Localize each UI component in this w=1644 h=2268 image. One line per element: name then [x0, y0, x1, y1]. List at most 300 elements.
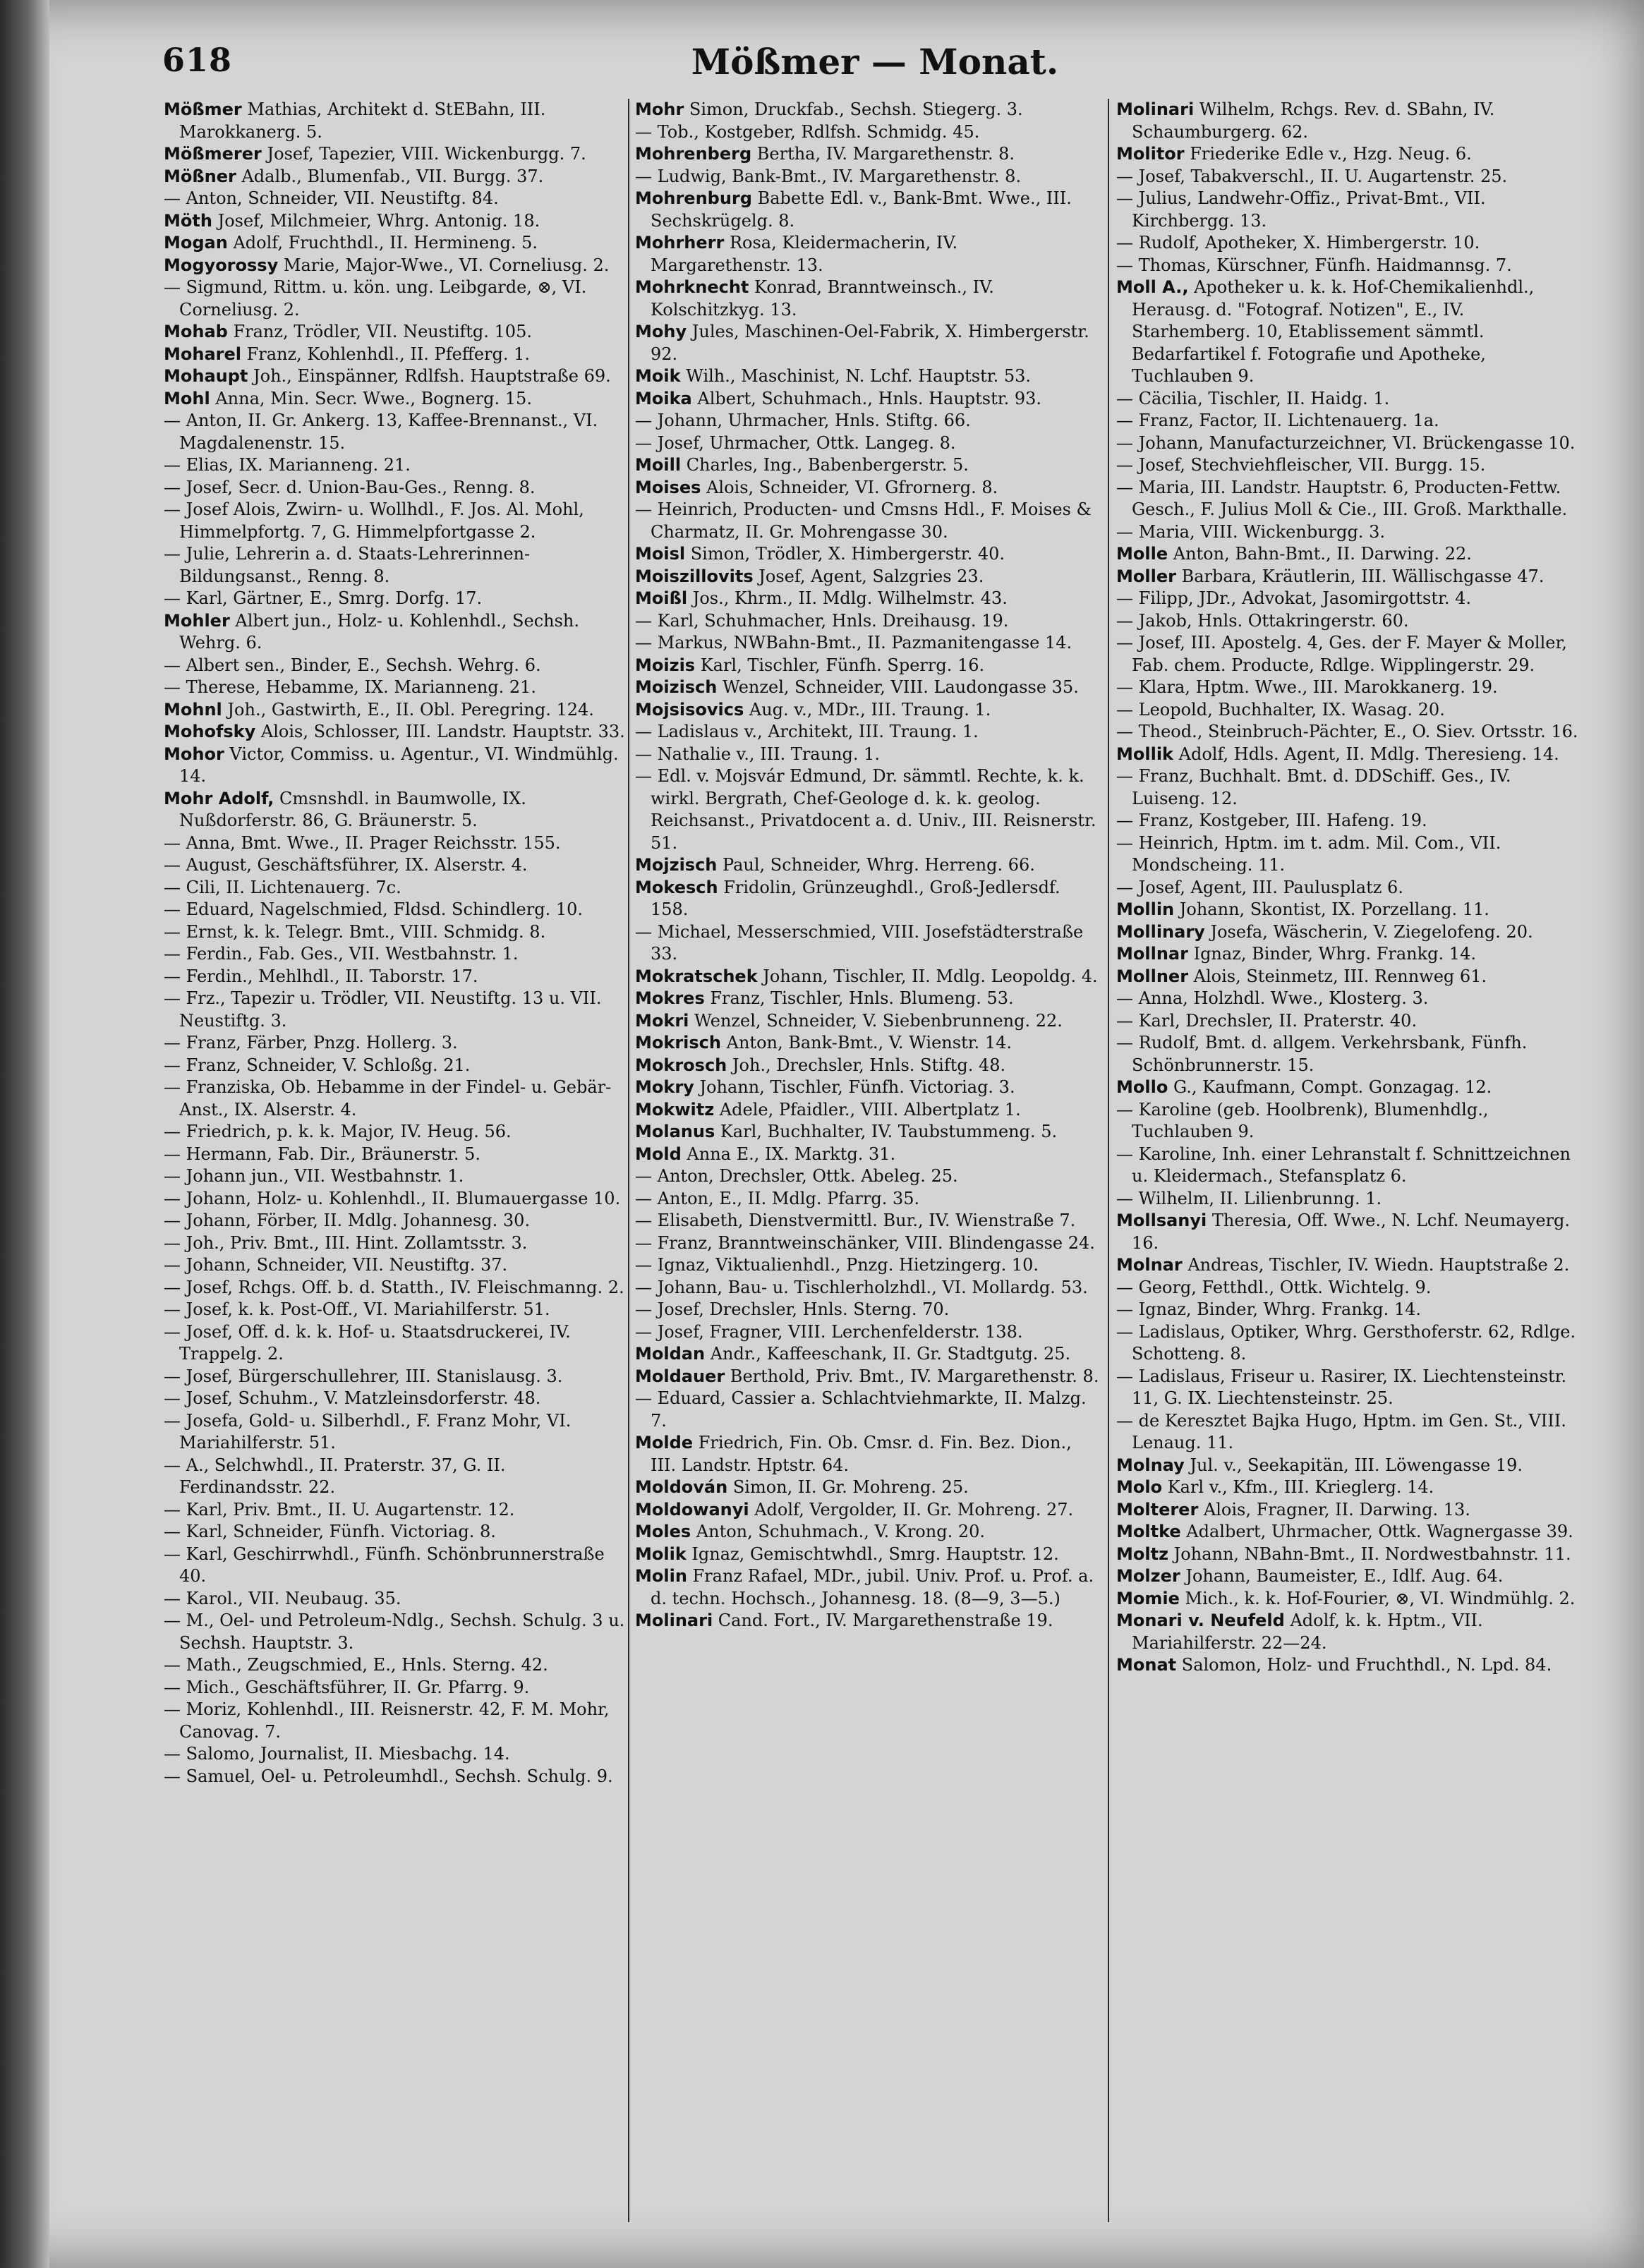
- entry-details: Friederike Edle v., Hzg. Neug. 6.: [1184, 144, 1472, 164]
- entry-details: Adele, Pfaidler., VIII. Albertplatz 1.: [714, 1099, 1021, 1120]
- directory-entry: [635, 1010, 1101, 1033]
- directory-entry: [635, 1610, 1101, 1632]
- entry-surname: Mokrosch: [635, 1055, 727, 1075]
- entry-details: Simon, Druckfab., Sechsh. Stiegerg. 3.: [684, 99, 1023, 119]
- entry-surname: Moll A.,: [1116, 277, 1189, 297]
- directory-entry: [635, 99, 1101, 121]
- entry-details: — Heinrich, Producten- und Cmsns Hdl., F. Moises & Charmatz, II. Gr. Mohrengasse 30.: [635, 499, 1092, 542]
- entry-details: — Josef, Uhrmacher, Ottk. Langeg. 8.: [635, 432, 956, 453]
- entry-details: — Josef, Drechsler, Hnls. Sterng. 70.: [635, 1299, 950, 1319]
- directory-entry: [635, 277, 1101, 321]
- directory-entry: [1116, 143, 1582, 166]
- directory-entry: [164, 477, 629, 499]
- entry-details: — Anton, II. Gr. Ankerg. 13, Kaffee-Brennanst., VI. Magdalenenstr. 15.: [164, 411, 598, 453]
- entry-details: — Edl. v. Mojsvár Edmund, Dr. sämmtl. Rechte, k. k. wirkl. Bergrath, Chef-Geologe d. k. k. geolog. Reichsanst., Privatdocent a. d. Univ., III. Reisnerstr. 51.: [635, 766, 1096, 853]
- entry-details: — Anton, E., II. Mdlg. Pfarrg. 35.: [635, 1188, 920, 1208]
- entry-details: — Franz, Kostgeber, III. Hafeng. 19.: [1116, 811, 1427, 830]
- entry-surname: Moltz: [1116, 1544, 1169, 1564]
- entry-details: — Karol., VII. Neubaug. 35.: [164, 1588, 401, 1608]
- entry-details: Apotheker u. k. k. Hof-Chemikalienhdl., Herausg. d. "Fotograf. Notizen", E., IV. Starhemberg. 10, Etablissement sämmtl. Bedarfartikel f. Fotografie und Apotheke, Tuchlauben 9.: [1132, 277, 1535, 386]
- directory-entry: [635, 988, 1101, 1010]
- directory-entry: [1116, 1410, 1582, 1455]
- directory-entry: [164, 1321, 629, 1366]
- entry-details: — Ernst, k. k. Telegr. Bmt., VIII. Schmidg. 8.: [164, 921, 546, 942]
- entry-surname: Mollner: [1116, 966, 1189, 986]
- entry-surname: Mohler: [164, 610, 230, 631]
- directory-entry: [164, 1544, 629, 1588]
- entry-details: — Albert sen., Binder, E., Sechsh. Wehrg. 6.: [164, 655, 541, 675]
- entry-details: — Anton, Drechsler, Ottk. Abeleg. 25.: [635, 1166, 958, 1186]
- directory-entry: [1116, 588, 1582, 610]
- directory-entry: [1116, 1299, 1582, 1321]
- entry-details: — Filipp, JDr., Advokat, Jasomirgottstr. 4.: [1116, 588, 1471, 608]
- directory-entry: [164, 255, 629, 277]
- entry-details: Wenzel, Schneider, VIII. Laudongasse 35.: [717, 677, 1079, 697]
- entry-details: — Anna, Bmt. Wwe., II. Prager Reichsstr. 155.: [164, 832, 561, 853]
- entry-surname: Moller: [1116, 566, 1176, 586]
- entry-surname: Moldan: [635, 1344, 706, 1364]
- entry-surname: Molterer: [1116, 1499, 1199, 1520]
- directory-entry: [164, 188, 629, 210]
- directory-entry: [1116, 765, 1582, 810]
- entry-details: — Johann, Manufacturzeichner, VI. Brückengasse 10.: [1116, 432, 1576, 453]
- entry-surname: Mogyorossy: [164, 255, 279, 275]
- directory-entry: [1116, 1366, 1582, 1410]
- directory-entry: [635, 1121, 1101, 1144]
- entry-surname: Mokwitz: [635, 1099, 715, 1120]
- directory-entry: [635, 365, 1101, 388]
- directory-entry: [164, 1521, 629, 1544]
- directory-entry: [635, 566, 1101, 588]
- entry-surname: Mold: [635, 1144, 682, 1164]
- directory-entry: [1116, 188, 1582, 232]
- entry-details: Cmsnshdl. in Baumwolle, IX. Nußdorferstr. 86, G. Bräunerstr. 5.: [179, 788, 526, 830]
- entry-details: Anna, Min. Secr. Wwe., Bognerg. 15.: [210, 388, 532, 408]
- entry-details: Anna E., IX. Marktg. 31.: [681, 1144, 896, 1164]
- entry-details: — Frz., Tapezir u. Trödler, VII. Neustiftg. 13 u. VII. Neustiftg. 3.: [164, 988, 602, 1031]
- directory-entry: [164, 388, 629, 411]
- directory-entry: [635, 765, 1101, 854]
- entry-details: Franz, Trödler, VII. Neustiftg. 105.: [227, 322, 532, 341]
- entry-details: — Mich., Geschäftsführer, II. Gr. Pfarrg. 9.: [164, 1677, 530, 1697]
- entry-details: Adolf, Hdls. Agent, II. Mdlg. Theresieng. 14.: [1173, 744, 1559, 764]
- entry-surname: Molik: [635, 1544, 687, 1564]
- directory-entry: [1116, 277, 1582, 388]
- directory-entry: [1116, 255, 1582, 277]
- directory-entry: [164, 1188, 629, 1211]
- entry-details: Rosa, Kleidermacherin, IV. Margarethenstr. 13.: [651, 233, 958, 275]
- directory-entry: [164, 1455, 629, 1499]
- directory-entry: [1116, 1455, 1582, 1477]
- directory-entry: [635, 854, 1101, 877]
- entry-details: — Friedrich, p. k. k. Major, IV. Heug. 56.: [164, 1122, 512, 1141]
- directory-entry: [164, 1299, 629, 1321]
- entry-details: Alois, Steinmetz, III. Rennweg 61.: [1188, 966, 1487, 986]
- directory-entry: [635, 1388, 1101, 1432]
- directory-entry: [635, 1544, 1101, 1566]
- entry-details: — Maria, VIII. Wickenburgg. 3.: [1116, 521, 1385, 542]
- directory-entry: [635, 499, 1101, 543]
- directory-entry: [164, 1743, 629, 1766]
- directory-entry: [164, 1677, 629, 1699]
- directory-entry: [635, 1321, 1101, 1344]
- entry-details: Johann, NBahn-Bmt., II. Nordwestbahnstr. 11.: [1168, 1544, 1571, 1564]
- entry-details: Theresia, Off. Wwe., N. Lchf. Neumayerg. 16.: [1132, 1211, 1571, 1253]
- entry-details: Marie, Major-Wwe., VI. Corneliusg. 2.: [278, 255, 610, 275]
- entry-details: Karl, Tischler, Fünfh. Sperrg. 16.: [695, 655, 985, 675]
- entry-details: — Karoline (geb. Hoolbrenk), Blumenhdlg., Tuchlauben 9.: [1116, 1099, 1489, 1141]
- directory-entry: [164, 832, 629, 855]
- directory-entry: [635, 1188, 1101, 1211]
- directory-entry: [1116, 477, 1582, 521]
- entry-surname: Mößmer: [164, 99, 242, 119]
- entry-surname: Mokres: [635, 988, 705, 1008]
- directory-entry: [635, 1254, 1101, 1277]
- directory-entry: [164, 966, 629, 988]
- entry-details: Franz, Tischler, Hnls. Blumeng. 53.: [704, 988, 1014, 1008]
- entry-details: — Ludwig, Bank-Bmt., IV. Margarethenstr. 8.: [635, 166, 1022, 186]
- entry-details: Ignaz, Binder, Whrg. Frankg. 14.: [1187, 944, 1476, 964]
- entry-details: — Thomas, Kürschner, Fünfh. Haidmannsg. 7.: [1116, 255, 1512, 275]
- entry-details: Anton, Bahn-Bmt., II. Darwing. 22.: [1168, 544, 1472, 564]
- entry-details: — Josef Alois, Zwirn- u. Wollhdl., F. Jos. Al. Mohl, Himmelpfortg. 7, G. Himmelpfortgasse 2.: [164, 499, 584, 542]
- entry-surname: Mohl: [164, 388, 210, 408]
- entry-surname: Mohr: [635, 99, 684, 119]
- directory-entry: [164, 1121, 629, 1144]
- entry-surname: Moltke: [1116, 1522, 1181, 1541]
- directory-entry: [164, 677, 629, 699]
- directory-entry: [164, 943, 629, 966]
- directory-entry: [635, 677, 1101, 699]
- entry-details: — Josef, Fragner, VIII. Lerchenfelderstr. 138.: [635, 1321, 1023, 1342]
- column-2: [635, 99, 1101, 2229]
- entry-surname: Molitor: [1116, 144, 1185, 164]
- entry-details: Josef, Milchmeier, Whrg. Antonig. 18.: [212, 210, 540, 231]
- directory-entry: [635, 321, 1101, 365]
- directory-entry: [164, 277, 629, 321]
- entry-surname: Monari v. Neufeld: [1116, 1611, 1285, 1630]
- entry-surname: Mohy: [635, 322, 687, 341]
- entry-details: — Markus, NWBahn-Bmt., II. Pazmanitengasse 14.: [635, 633, 1072, 653]
- directory-entry: [1116, 877, 1582, 899]
- entry-details: Karl, Buchhalter, IV. Taubstummeng. 5.: [715, 1122, 1058, 1141]
- directory-entry: [635, 1165, 1101, 1188]
- entry-details: — Elias, IX. Marianneng. 21.: [164, 455, 411, 475]
- entry-details: — Franz, Buchhalt. Bmt. d. DDSchiff. Ges., IV. Luiseng. 12.: [1116, 766, 1511, 808]
- entry-details: — Josef, Bürgerschullehrer, III. Stanislausg. 3.: [164, 1366, 563, 1386]
- directory-entry: [1116, 966, 1582, 988]
- entry-details: — Rudolf, Bmt. d. allgem. Verkehrsbank, Fünfh. Schönbrunnerstr. 15.: [1116, 1033, 1528, 1075]
- directory-entry: [164, 988, 629, 1032]
- entry-details: Jul. v., Seekapitän, III. Löwengasse 19.: [1184, 1455, 1523, 1475]
- entry-details: — Franz, Factor, II. Lichtenauerg. 1a.: [1116, 411, 1439, 430]
- directory-entry: [164, 788, 629, 832]
- entry-details: — Georg, Fetthdl., Ottk. Wichtelg. 9.: [1116, 1277, 1432, 1297]
- directory-entry: [164, 1077, 629, 1121]
- entry-details: Andreas, Tischler, IV. Wiedn. Hauptstraße 2.: [1182, 1255, 1570, 1275]
- entry-details: — Elisabeth, Dienstvermittl. Bur., IV. Wienstraße 7.: [635, 1211, 1076, 1230]
- entry-surname: Mohrenberg: [635, 144, 752, 164]
- directory-entry: [1116, 1521, 1582, 1544]
- entry-details: — Karl, Schuhmacher, Hnls. Dreihausg. 19.: [635, 610, 1009, 631]
- entry-details: Adolf, Vergolder, II. Gr. Mohreng. 27.: [749, 1499, 1074, 1520]
- directory-entry: [1116, 1476, 1582, 1499]
- entry-surname: Molanus: [635, 1122, 715, 1141]
- entry-details: — Nathalie v., III. Traung. 1.: [635, 744, 881, 764]
- entry-details: — Jakob, Hnls. Ottakringerstr. 60.: [1116, 610, 1409, 631]
- entry-surname: Monat: [1116, 1655, 1177, 1675]
- directory-entry: [164, 1610, 629, 1654]
- directory-entry: [635, 1032, 1101, 1055]
- entry-details: Aug. v., MDr., III. Traung. 1.: [744, 699, 991, 720]
- directory-entry: [635, 1099, 1101, 1122]
- directory-entry: [164, 1277, 629, 1299]
- entry-details: — Ladislaus, Optiker, Whrg. Gersthoferstr. 62, Rdlge. Schotteng. 8.: [1116, 1321, 1576, 1364]
- directory-entry: [164, 1499, 629, 1522]
- entry-surname: Moisl: [635, 544, 686, 564]
- entry-surname: Molinari: [635, 1611, 713, 1630]
- directory-entry: [164, 210, 629, 233]
- entry-details: Wilhelm, Rchgs. Rev. d. SBahn, IV. Schaumburgerg. 62.: [1132, 99, 1495, 142]
- entry-details: — Samuel, Oel- u. Petroleumhdl., Sechsh. Schulg. 9.: [164, 1766, 613, 1786]
- entry-details: — Theod., Steinbruch-Pächter, E., O. Siev. Ortsstr. 16.: [1116, 722, 1578, 741]
- entry-details: — Rudolf, Apotheker, X. Himbergerstr. 10.: [1116, 233, 1480, 253]
- directory-entry: [1116, 1010, 1582, 1033]
- entry-surname: Mollsanyi: [1116, 1211, 1207, 1230]
- entry-surname: Mohr Adolf,: [164, 788, 274, 808]
- entry-details: Charles, Ing., Babenbergerstr. 5.: [681, 455, 969, 475]
- entry-surname: Molo: [1116, 1477, 1163, 1497]
- entry-details: — Salomo, Journalist, II. Miesbachg. 14.: [164, 1744, 510, 1764]
- entry-details: Wenzel, Schneider, V. Siebenbrunneng. 22.: [689, 1010, 1063, 1031]
- directory-entry: [164, 1588, 629, 1611]
- directory-entry: [1116, 521, 1582, 544]
- directory-entry: [1116, 1210, 1582, 1254]
- entry-details: Bertha, IV. Margarethenstr. 8.: [751, 144, 1015, 164]
- entry-surname: Moiszillovits: [635, 566, 754, 586]
- directory-entry: [164, 1055, 629, 1077]
- directory-entry: [1116, 99, 1582, 143]
- directory-entry: [1116, 566, 1582, 588]
- entry-surname: Mohrknecht: [635, 277, 749, 297]
- entry-details: — Josef, Stechviehfleischer, VII. Burgg. 15.: [1116, 455, 1486, 475]
- entry-details: — Julie, Lehrerin a. d. Staats-Lehrerinnen-Bildungsanst., Renng. 8.: [164, 544, 531, 586]
- entry-surname: Mojzisch: [635, 855, 718, 875]
- entry-details: — Johann, Bau- u. Tischlerholzhdl., VI. Mollardg. 53.: [635, 1277, 1088, 1297]
- directory-entry: [635, 143, 1101, 166]
- directory-entry: [635, 410, 1101, 432]
- directory-entry: [1116, 1654, 1582, 1677]
- directory-entry: [1116, 1499, 1582, 1522]
- entry-surname: Mößmerer: [164, 144, 262, 164]
- entry-surname: Molnar: [1116, 1255, 1183, 1275]
- entry-details: — Joh., Priv. Bmt., III. Hint. Zollamtsstr. 3.: [164, 1232, 528, 1253]
- entry-details: Albert, Schuhmach., Hnls. Hauptstr. 93.: [691, 388, 1042, 408]
- directory-entry: [635, 1432, 1101, 1476]
- directory-entry: [1116, 432, 1582, 455]
- entry-details: Johann, Baumeister, E., Idlf. Aug. 64.: [1180, 1566, 1504, 1586]
- entry-surname: Mollnar: [1116, 944, 1188, 964]
- entry-details: — Karl, Gärtner, E., Smrg. Dorfg. 17.: [164, 588, 483, 608]
- directory-entry: [1116, 1588, 1582, 1611]
- directory-entry: [635, 1210, 1101, 1232]
- entry-details: Johann, Skontist, IX. Porzellang. 11.: [1174, 899, 1489, 919]
- entry-details: Cand. Fort., IV. Margarethenstraße 19.: [713, 1611, 1053, 1630]
- entry-details: Salomon, Holz- und Fruchthdl., N. Lpd. 84.: [1176, 1655, 1552, 1675]
- directory-entry: [164, 543, 629, 588]
- entry-details: Jules, Maschinen-Oel-Fabrik, X. Himbergerstr. 92.: [651, 322, 1089, 364]
- directory-entry: [635, 454, 1101, 477]
- directory-entry: [1116, 677, 1582, 699]
- directory-entry: [164, 1165, 629, 1188]
- directory-entry: [164, 166, 629, 188]
- entry-details: — Johann, Schneider, VII. Neustiftg. 37.: [164, 1255, 508, 1275]
- entry-surname: Moldowanyi: [635, 1499, 749, 1520]
- entry-details: Mathias, Architekt d. StEBahn, III. Marokkanerg. 5.: [179, 99, 546, 142]
- entry-details: Wilh., Maschinist, N. Lchf. Hauptstr. 53.: [680, 366, 1032, 386]
- entry-details: — Eduard, Nagelschmied, Fldsd. Schindlerg. 10.: [164, 899, 583, 919]
- entry-surname: Moises: [635, 477, 701, 497]
- entry-details: — Johann, Holz- u. Kohlenhdl., II. Blumauergasse 10.: [164, 1188, 621, 1208]
- directory-entry: [1116, 943, 1582, 966]
- directory-entry: [164, 1254, 629, 1277]
- entry-details: Paul, Schneider, Whrg. Herreng. 66.: [717, 855, 1035, 875]
- directory-entry: [164, 1210, 629, 1232]
- directory-entry: [164, 410, 629, 454]
- entry-details: Victor, Commiss. u. Agentur., VI. Windmühlg. 14.: [179, 744, 619, 786]
- entry-details: — Josef, Schuhm., V. Matzleinsdorferstr. 48.: [164, 1388, 541, 1408]
- directory-entry: [1116, 1321, 1582, 1366]
- directory-entry: [1116, 988, 1582, 1010]
- entry-surname: Mohnl: [164, 699, 222, 720]
- entry-details: Barbara, Kräutlerin, III. Wällischgasse 47.: [1175, 566, 1545, 586]
- entry-details: — Sigmund, Rittm. u. kön. ung. Leibgarde, ⊗, VI. Corneliusg. 2.: [164, 277, 587, 320]
- entry-surname: Mollinary: [1116, 921, 1205, 942]
- entry-surname: Mohrherr: [635, 233, 725, 253]
- entry-details: Adalbert, Uhrmacher, Ottk. Wagnergasse 39.: [1180, 1522, 1573, 1541]
- entry-details: — Therese, Hebamme, IX. Marianneng. 21.: [164, 677, 537, 697]
- entry-details: Fridolin, Grünzeughdl., Groß-Jedlersdf. 158.: [651, 877, 1060, 919]
- entry-details: — Josef, Rchgs. Off. b. d. Statth., IV. Fleischmanng. 2.: [164, 1277, 624, 1297]
- directory-entry: [164, 1232, 629, 1255]
- entry-details: — August, Geschäftsführer, IX. Alserstr. 4.: [164, 855, 528, 875]
- entry-surname: Möth: [164, 210, 212, 231]
- directory-entry: [1116, 543, 1582, 566]
- entry-surname: Molzer: [1116, 1566, 1180, 1586]
- directory-entry: [635, 1366, 1101, 1388]
- directory-entry: [164, 588, 629, 610]
- entry-details: — Franz, Färber, Pnzg. Hollerg. 3.: [164, 1033, 458, 1053]
- entry-surname: Mohofsky: [164, 722, 256, 741]
- entry-surname: Mokri: [635, 1010, 689, 1031]
- entry-details: Joh., Einspänner, Rdlfsh. Hauptstraße 69.: [248, 366, 611, 386]
- entry-surname: Mokesch: [635, 877, 718, 897]
- entry-surname: Moill: [635, 455, 682, 475]
- directory-entry: [635, 744, 1101, 766]
- entry-details: — Johann jun., VII. Westbahnstr. 1.: [164, 1166, 464, 1186]
- directory-entry: [635, 966, 1101, 988]
- directory-entry: [164, 610, 629, 655]
- entry-surname: Mollik: [1116, 744, 1174, 764]
- directory-entry: [635, 655, 1101, 677]
- entry-details: — Moriz, Kohlenhdl., III. Reisnerstr. 42, F. M. Mohr, Canovag. 7.: [164, 1699, 610, 1742]
- directory-entry: [1116, 699, 1582, 722]
- entry-details: — Ladislaus, Friseur u. Rasirer, IX. Liechtensteinstr. 11, G. IX. Liechtensteinstr. 25.: [1116, 1366, 1567, 1408]
- entry-details: — Klara, Hptm. Wwe., III. Marokkanerg. 19.: [1116, 677, 1498, 697]
- entry-details: — M., Oel- und Petroleum-Ndlg., Sechsh. Schulg. 3 u. Sechsh. Hauptstr. 3.: [164, 1611, 625, 1653]
- entry-details: — Math., Zeugschmied, E., Hnls. Sterng. 42.: [164, 1655, 548, 1675]
- entry-surname: Molle: [1116, 544, 1168, 564]
- directory-entry: [635, 543, 1101, 566]
- directory-entry: [1116, 921, 1582, 944]
- directory-entry: [164, 232, 629, 255]
- entry-details: — Franz, Branntweinschänker, VIII. Blindengasse 24.: [635, 1232, 1095, 1253]
- directory-entry: [164, 365, 629, 388]
- entry-details: — Heinrich, Hptm. im t. adm. Mil. Com., VII. Mondscheing. 11.: [1116, 832, 1501, 875]
- entry-details: — Josef, Agent, III. Paulusplatz 6.: [1116, 877, 1403, 897]
- directory-entry: [1116, 1077, 1582, 1099]
- directory-entry: [164, 1766, 629, 1788]
- entry-details: Josef, Agent, Salzgries 23.: [753, 566, 984, 586]
- directory-entry: [1116, 1032, 1582, 1077]
- entry-details: Simon, II. Gr. Mohreng. 25.: [727, 1477, 969, 1497]
- directory-entry: [1116, 810, 1582, 832]
- entry-surname: Mohor: [164, 744, 224, 764]
- directory-entry: [164, 1144, 629, 1166]
- entry-details: Joh., Drechsler, Hnls. Stiftg. 48.: [727, 1055, 1006, 1075]
- entry-surname: Molnay: [1116, 1455, 1185, 1475]
- entry-surname: Molin: [635, 1566, 687, 1586]
- directory-entry: [1116, 832, 1582, 877]
- entry-details: — Franziska, Ob. Hebamme in der Findel- u. Gebär-Anst., IX. Alserstr. 4.: [164, 1077, 612, 1120]
- entry-details: — Julius, Landwehr-Offiz., Privat-Bmt., VII. Kirchbergg. 13.: [1116, 188, 1486, 231]
- entry-details: — Ferdin., Fab. Ges., VII. Westbahnstr. 1.: [164, 944, 519, 964]
- entry-surname: Moldauer: [635, 1366, 725, 1386]
- directory-entry: [164, 1366, 629, 1388]
- entry-surname: Mokry: [635, 1077, 694, 1097]
- directory-entry: [164, 344, 629, 366]
- entry-details: Berthold, Priv. Bmt., IV. Margarethenstr. 8.: [725, 1366, 1099, 1386]
- entry-details: — Wilhelm, II. Lilienbrunng. 1.: [1116, 1188, 1382, 1208]
- entry-details: — Josef, Secr. d. Union-Bau-Ges., Renng. 8.: [164, 477, 536, 497]
- entry-surname: Mohrenburg: [635, 188, 752, 208]
- entry-details: — Karl, Priv. Bmt., II. U. Augartenstr. 12.: [164, 1499, 515, 1520]
- directory-entry: [164, 744, 629, 788]
- entry-details: Anton, Schuhmach., V. Krong. 20.: [691, 1522, 985, 1541]
- directory-entry: [1116, 1144, 1582, 1188]
- entry-details: — Karl, Geschirrwhdl., Fünfh. Schönbrunnerstraße 40.: [164, 1544, 605, 1586]
- directory-entry: [1116, 632, 1582, 677]
- entry-details: — Karl, Schneider, Fünfh. Victoriag. 8.: [164, 1522, 496, 1541]
- entry-surname: Mößner: [164, 166, 236, 186]
- entry-details: Anton, Bank-Bmt., V. Wienstr. 14.: [721, 1033, 1012, 1053]
- directory-entry: [635, 232, 1101, 277]
- directory-entry: [1116, 1188, 1582, 1211]
- entry-details: Johann, Tischler, II. Mdlg. Leopoldg. 4.: [757, 966, 1098, 986]
- entry-details: — Ignaz, Viktualienhdl., Pnzg. Hietzingerg. 10.: [635, 1255, 1039, 1275]
- directory-entry: [635, 877, 1101, 921]
- entry-details: — Josef, Off. d. k. k. Hof- u. Staatsdruckerei, IV. Trappelg. 2.: [164, 1321, 571, 1364]
- directory-entry: [635, 388, 1101, 411]
- directory-entry: [164, 499, 629, 543]
- entry-details: — Cäcilia, Tischler, II. Haidg. 1.: [1116, 388, 1390, 408]
- entry-details: — Ferdin., Mehlhdl., II. Taborstr. 17.: [164, 966, 478, 986]
- directory-entry: [1116, 232, 1582, 255]
- directory-entry: [1116, 454, 1582, 477]
- entry-details: Jos., Khrm., II. Mdlg. Wilhelmstr. 43.: [687, 588, 1008, 608]
- entry-details: Konrad, Branntweinsch., IV. Kolschitzkyg. 13.: [651, 277, 994, 320]
- directory-entry: [635, 1565, 1101, 1610]
